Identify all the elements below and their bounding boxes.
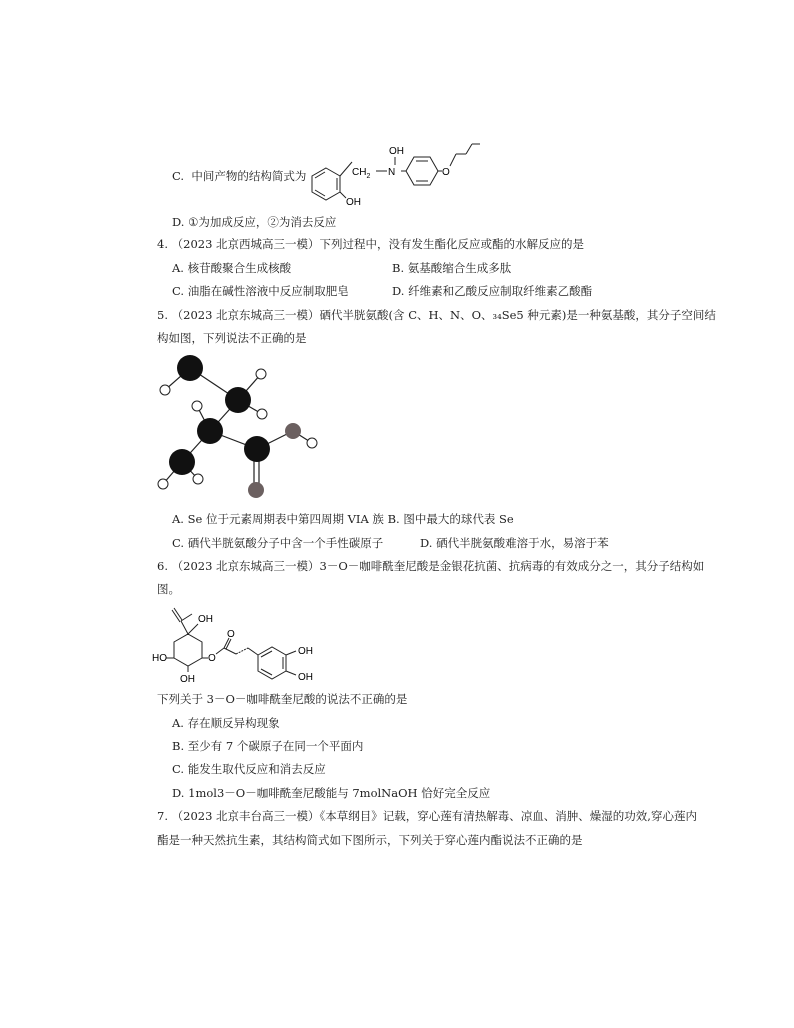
q4-option-b: B. 氨基酸缩合生成多肽: [392, 261, 512, 275]
q4-stem: 4. （2023 北京西城高三一模）下列过程中，没有发生酯化反应或酯的水解反应的是: [157, 237, 585, 251]
q6-option-a: A. 存在顺反异构现象: [172, 716, 280, 730]
option-c-text: 中间产物的结构简式为: [191, 169, 307, 183]
q6-o-label-2: O: [208, 653, 216, 664]
q4-option-a: A. 核苷酸聚合生成核酸: [172, 261, 292, 275]
q6-option-b: B. 至少有 7 个碳原子在同一个平面内: [172, 739, 364, 753]
ch2-label: $CH_2$: [352, 167, 371, 180]
q6-o-label-1: O: [227, 629, 235, 640]
o-label: O: [442, 167, 450, 178]
oh-top-label: OH: [389, 146, 404, 157]
q6-option-c: C. 能发生取代反应和消去反应: [172, 762, 326, 776]
q6-oh-label-1: OH: [198, 614, 213, 625]
ball-and-stick-model: [150, 348, 330, 503]
q4-option-d: D. 纤维素和乙酸反应制取纤维素乙酸酯: [392, 284, 593, 298]
q5-option-c: C. 硒代半胱氨酸分子中含一个手性碳原子: [172, 536, 384, 550]
q7-stem-line1: 7. （2023 北京丰台高三一模）《本草纲目》记载，穿心莲有清热解毒、凉血、消肿、燥湿的功效,穿心莲内: [157, 809, 697, 823]
q5-option-d: D. 硒代半胱氨酸难溶于水，易溶于苯: [420, 536, 609, 550]
oh-bottom-label: OH: [346, 197, 361, 208]
intermediate-structure: [300, 140, 485, 208]
q6-oh-label-3: OH: [298, 646, 313, 657]
q4-option-c: C. 油脂在碱性溶液中反应制取肥皂: [172, 284, 349, 298]
q6-oh-label-2: OH: [180, 674, 195, 685]
q6-ho-label: HO: [152, 653, 167, 664]
q5-stem-line1: 5. （2023 北京东城高三一模）硒代半胱氨酸(含 C、H、N、O、₃₄Se5 种元素)是一种氨基酸，其分子空间结: [157, 308, 716, 322]
q6-question: 下列关于 3－O－咖啡酰奎尼酸的说法不正确的是: [157, 692, 408, 706]
q6-option-d: D. 1mol3－O－咖啡酰奎尼酸能与 7molNaOH 恰好完全反应: [172, 786, 491, 800]
q6-stem-line1: 6. （2023 北京东城高三一模）3－O－咖啡酰奎尼酸是金银花抗菌、抗病毒的有效成分之一，其分子结构如: [157, 559, 705, 573]
q7-stem-line2: 酯是一种天然抗生素，其结构简式如下图所示，下列关于穿心莲内酯说法不正确的是: [157, 833, 583, 847]
option-d: D. ①为加成反应，②为消去反应: [172, 215, 337, 229]
option-c-label: C.: [172, 169, 185, 183]
q5-options-ab: A. Se 位于元素周期表中第四周期 VIA 族 B. 图中最大的球代表 Se: [172, 512, 514, 526]
chlorogenic-acid-structure: [152, 602, 324, 687]
q6-oh-label-4: OH: [298, 672, 313, 683]
q5-stem-line2: 构如图，下列说法不正确的是: [157, 331, 307, 345]
n-label: N: [388, 167, 396, 178]
q6-stem-line2: 图。: [157, 582, 180, 596]
